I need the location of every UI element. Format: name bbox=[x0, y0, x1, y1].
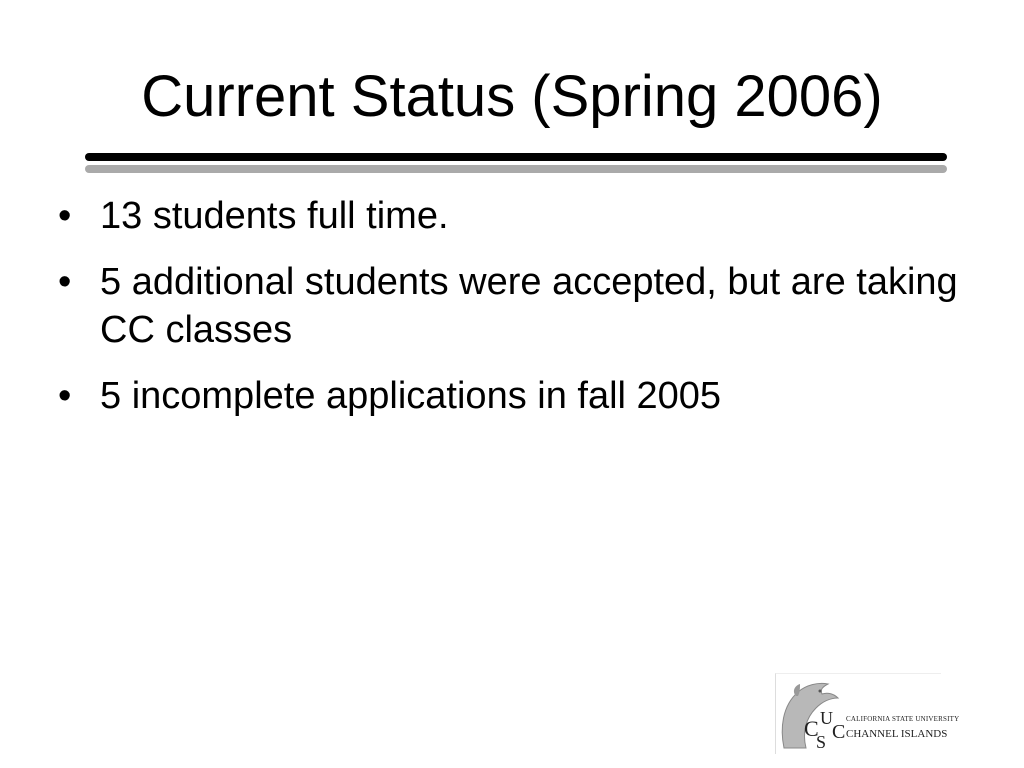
svg-text:C: C bbox=[832, 721, 846, 743]
svg-text:C: C bbox=[804, 716, 819, 741]
bullet-text: 13 students full time. bbox=[100, 195, 449, 237]
bullet-item bbox=[58, 372, 958, 420]
svg-text:S: S bbox=[816, 732, 827, 752]
bullet-dot: • bbox=[58, 375, 72, 417]
bullet-list bbox=[58, 192, 958, 438]
bullet-dot: • bbox=[58, 195, 72, 237]
title-divider-dark bbox=[85, 153, 947, 161]
logo-university-line: CALIFORNIA STATE UNIVERSITY bbox=[846, 715, 960, 723]
bullet-item bbox=[58, 192, 958, 240]
bullet-item bbox=[58, 258, 958, 354]
title-divider-light bbox=[85, 165, 947, 173]
logo-campus-line: CHANNEL ISLANDS bbox=[846, 728, 948, 740]
slide-title: Current Status (Spring 2006) bbox=[141, 64, 883, 129]
csuci-logo bbox=[775, 673, 960, 754]
bullet-text: 5 incomplete applications in fall 2005 bbox=[100, 375, 722, 417]
bullet-dot: • bbox=[58, 261, 72, 303]
dolphin-logo-icon bbox=[776, 674, 846, 754]
bullet-text: 5 additional students were accepted, but are taking CC classes bbox=[100, 261, 958, 351]
svg-text:U: U bbox=[820, 708, 833, 728]
